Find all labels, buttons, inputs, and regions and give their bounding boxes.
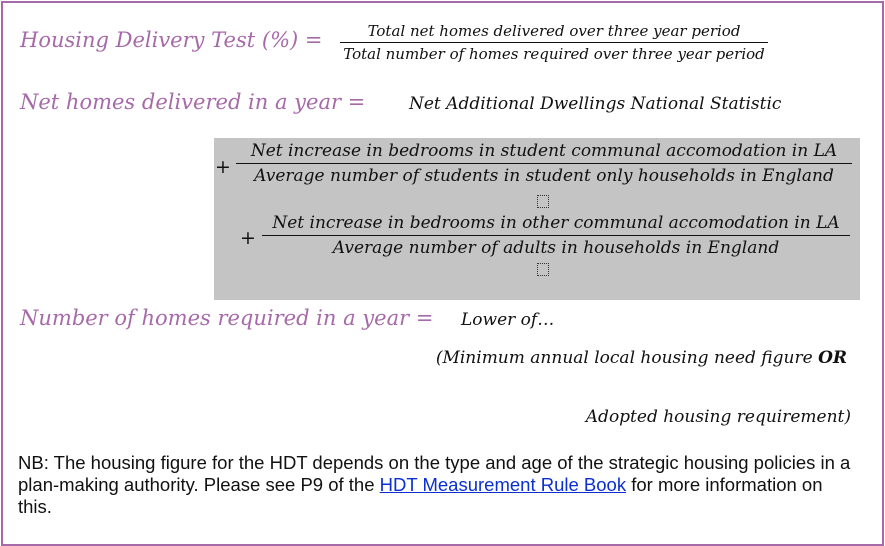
- hdt-numerator: Total net homes delivered over three year period: [367, 22, 741, 40]
- note-text-after: for more information on this.: [18, 474, 823, 517]
- other-denominator: Average number of adults in households in England: [332, 238, 780, 258]
- hdt-fraction-bar: [340, 42, 768, 43]
- other-fraction-bar: [262, 235, 850, 236]
- hdt-denominator: Total number of homes required over three year period: [343, 45, 765, 63]
- hdt-note: [18, 452, 858, 518]
- other-plus-sign: +: [240, 227, 256, 249]
- student-plus-sign: +: [215, 156, 231, 178]
- equation-placeholder-box: [537, 263, 549, 276]
- net-additional-dwellings-statistic: Net Additional Dwellings National Statistic: [409, 94, 782, 114]
- hdt-fraction: [340, 22, 768, 63]
- student-numerator: Net increase in bedrooms in student communal accomodation in LA: [250, 141, 838, 161]
- student-denominator: Average number of students in student only households in England: [254, 166, 834, 186]
- or-keyword: OR: [818, 348, 847, 368]
- other-numerator: Net increase in bedrooms in other communal accomodation in LA: [272, 213, 840, 233]
- note-text-before: NB: The housing figure for the HDT depends on the type and age of the strategic housing policies in a plan-making authority. Please see P9 of the: [18, 452, 851, 495]
- homes-required-label: Number of homes required in a year =: [20, 306, 434, 330]
- housing-need-option: [436, 348, 847, 368]
- student-communal-fraction: [236, 141, 852, 186]
- hdt-label: Housing Delivery Test (%) =: [20, 28, 323, 52]
- rule-book-link[interactable]: HDT Measurement Rule Book: [379, 474, 627, 495]
- other-communal-fraction: [262, 213, 850, 258]
- net-homes-label: Net homes delivered in a year =: [20, 90, 366, 114]
- adopted-requirement-option: Adopted housing requirement): [585, 407, 851, 427]
- student-fraction-bar: [236, 163, 852, 164]
- housing-need-text: (Minimum annual local housing need figure: [435, 348, 813, 368]
- lower-of-text: Lower of…: [461, 310, 555, 330]
- equation-placeholder-box: [537, 195, 549, 208]
